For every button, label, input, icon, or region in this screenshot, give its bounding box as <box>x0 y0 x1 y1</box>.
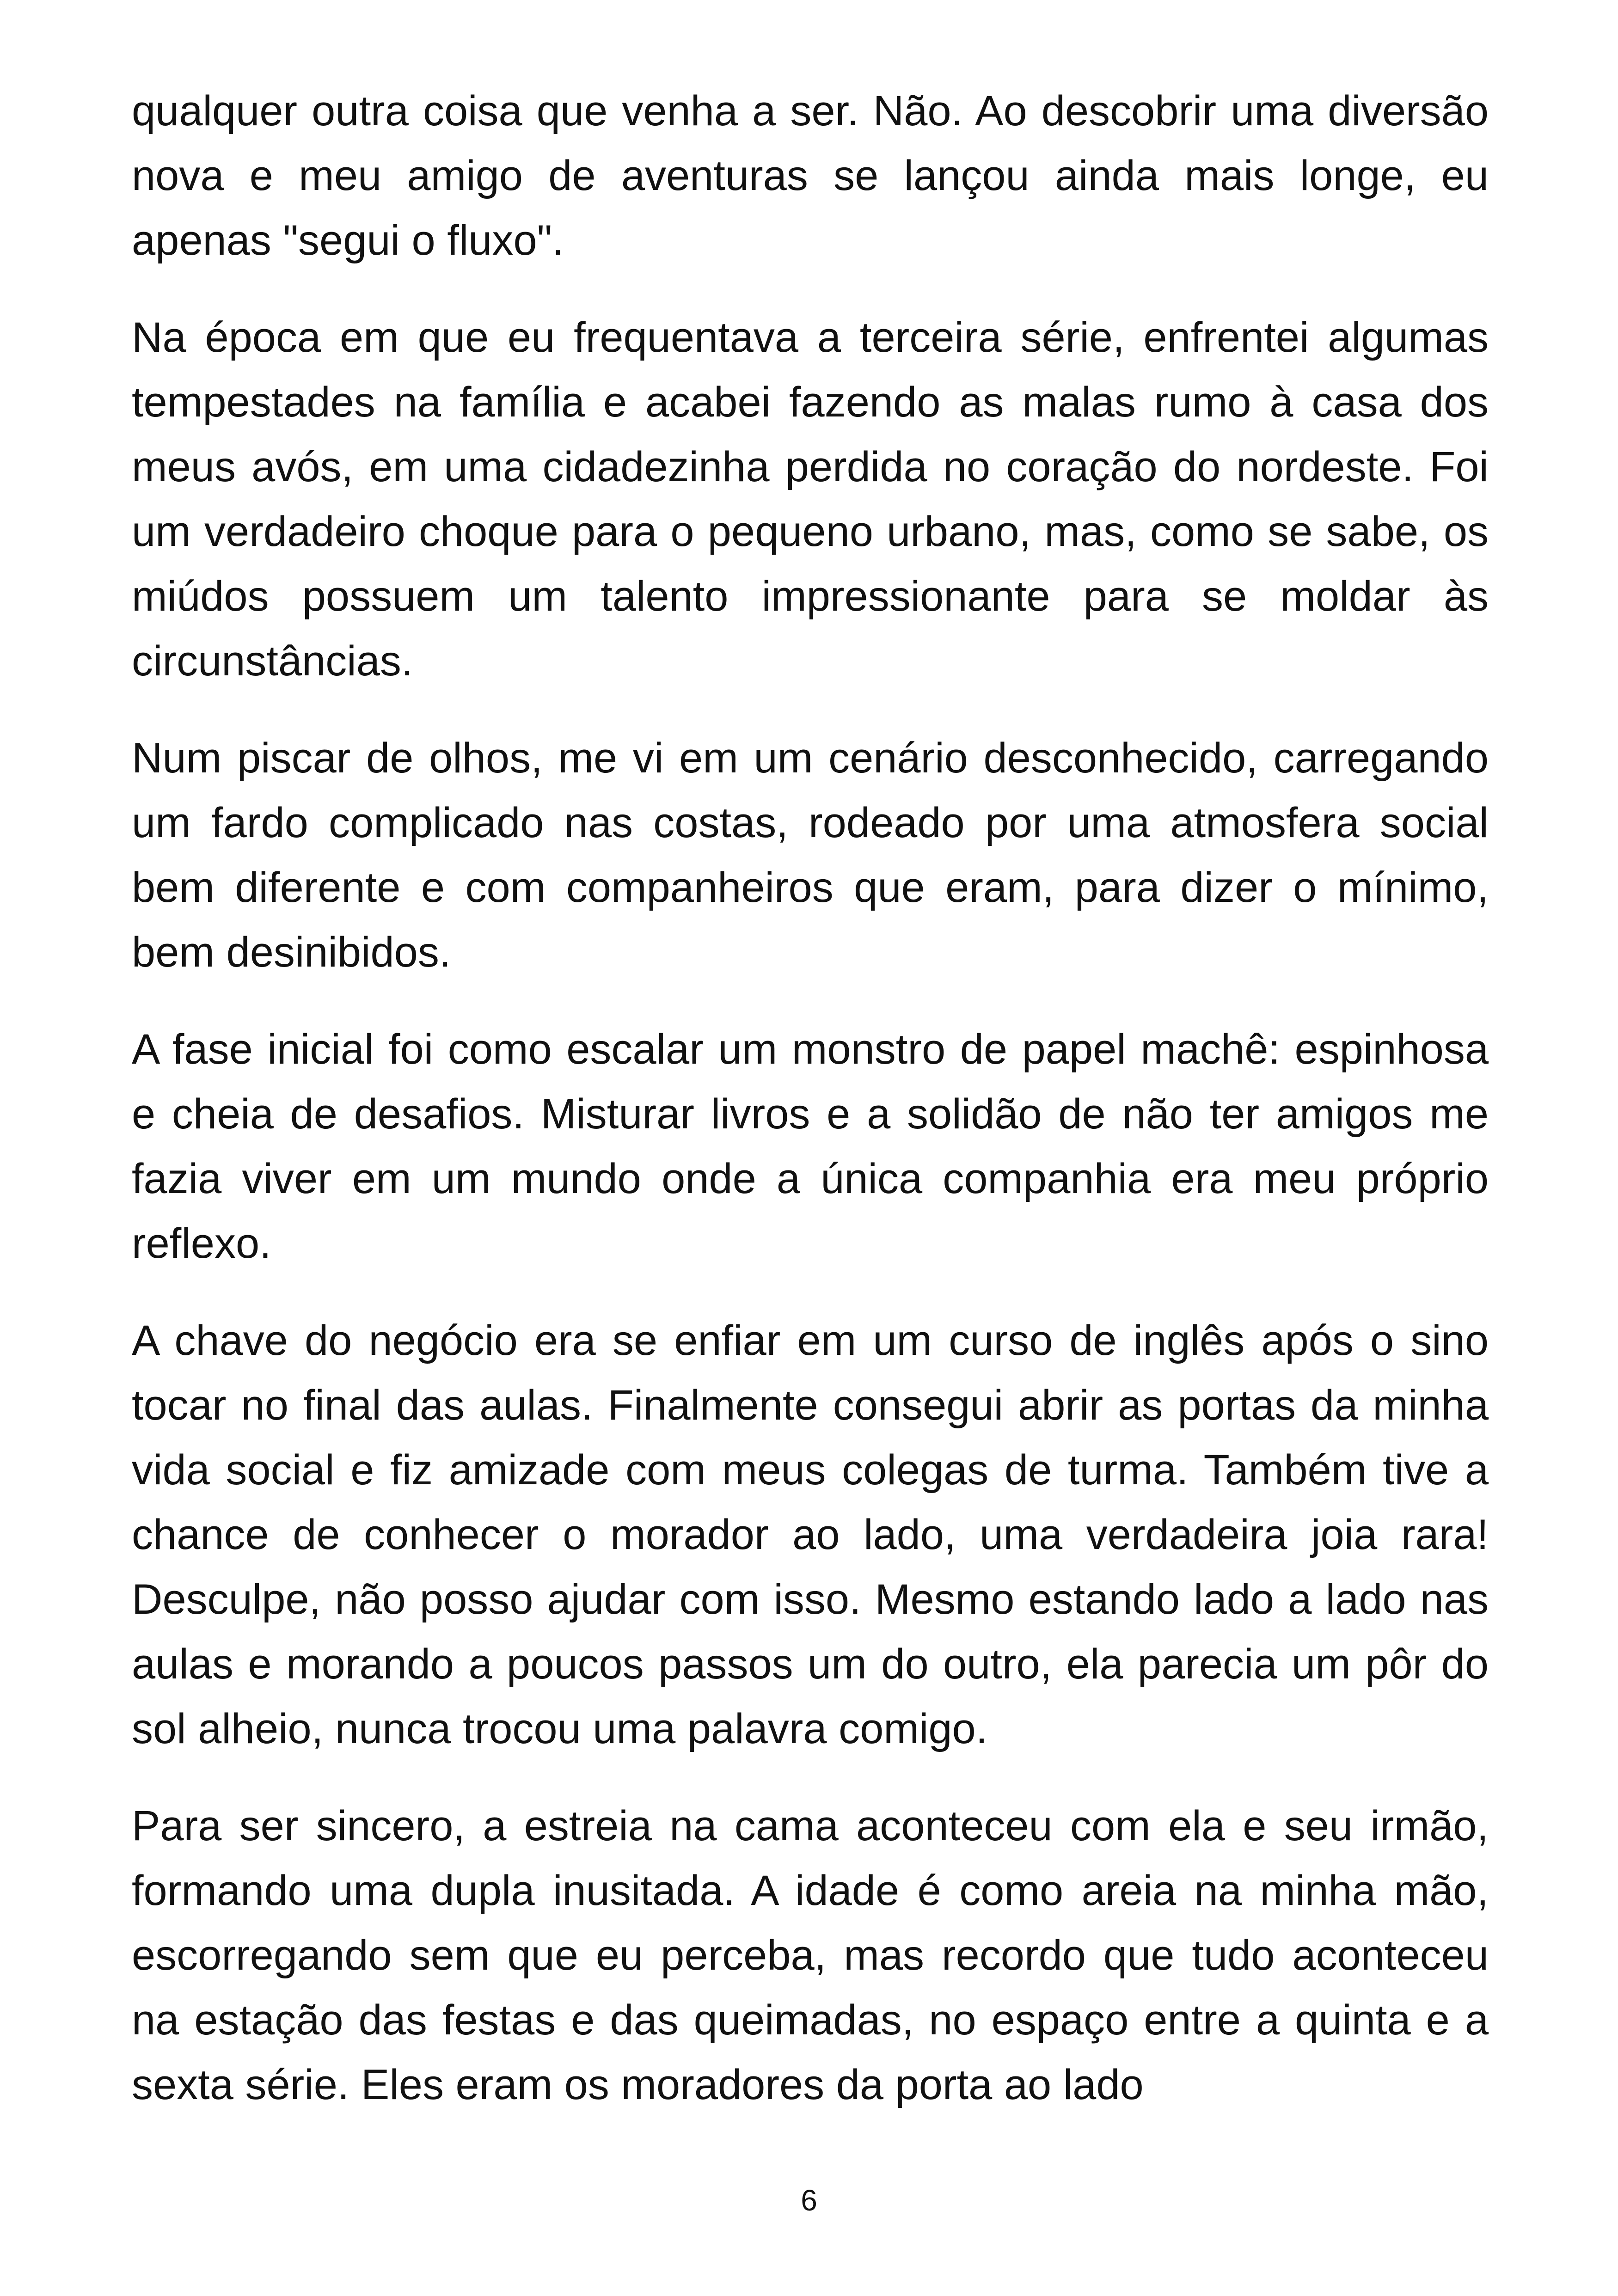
paragraph: Na época em que eu frequentava a terceira série, enfrentei algumas tempestades na família e acabei fazendo as malas rumo à casa dos meus avós, em uma cidadezinha perdida no coração do nordeste. Foi um verdadeiro choque para o pequeno urbano, mas, como se sabe, os miúdos possuem um talento impressionante para se moldar às circunstâncias. <box>132 314 1489 685</box>
paragraph: A chave do negócio era se enfiar em um curso de inglês após o sino tocar no final das aulas. Finalmente consegui abrir as portas da minha vida social e fiz amizade com meus colegas de turma. Também tive a chance de conhecer o morador ao lado, uma verdadeira joia rara! Desculpe, não posso ajudar com isso. Mesmo estando lado a lado nas aulas e morando a poucos passos um do outro, ela parecia um pôr do sol alheio, nunca trocou uma palavra comigo. <box>132 1317 1489 1752</box>
body-text <box>132 79 1489 2149</box>
paragraph: A fase inicial foi como escalar um monstro de papel machê: espinhosa e cheia de desafios. Misturar livros e a solidão de não ter amigos me fazia viver em um mundo onde a única companhia era meu próprio reflexo. <box>132 1026 1489 1267</box>
page-number: 6 <box>801 2184 817 2217</box>
paragraph: Para ser sincero, a estreia na cama aconteceu com ela e seu irmão, formando uma dupla inusitada. A idade é como areia na minha mão, escorregando sem que eu perceba, mas recordo que tudo aconteceu na estação das festas e das queimadas, no espaço entre a quinta e a sexta série. Eles eram os moradores da porta ao lado <box>132 1802 1489 2108</box>
paragraph: Num piscar de olhos, me vi em um cenário desconhecido, carregando um fardo complicado nas costas, rodeado por uma atmosfera social bem diferente e com companheiros que eram, para dizer o mínimo, bem desinibidos. <box>132 735 1489 976</box>
paragraph: qualquer outra coisa que venha a ser. Não. Ao descobrir uma diversão nova e meu amigo de aventuras se lançou ainda mais longe, eu apenas "segui o fluxo". <box>132 87 1489 264</box>
